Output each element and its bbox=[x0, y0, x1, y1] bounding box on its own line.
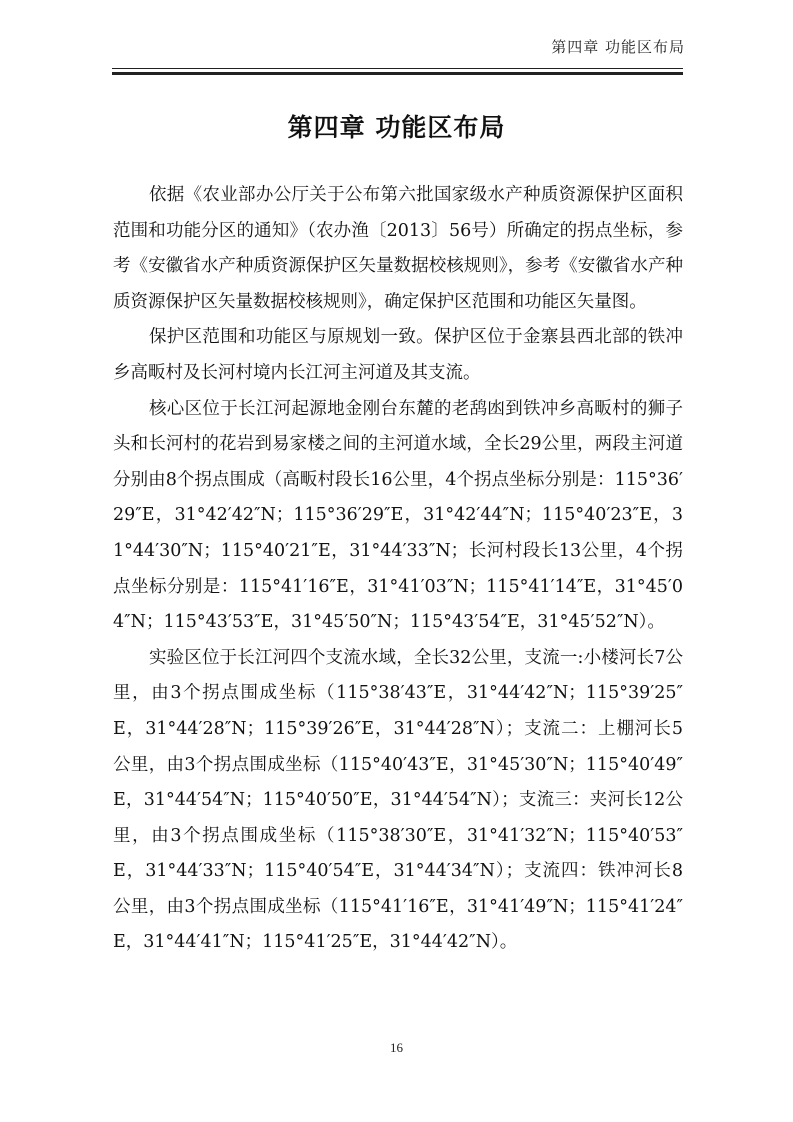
header-rule-thin bbox=[112, 68, 683, 69]
chapter-title: 第四章 功能区布局 bbox=[287, 113, 506, 142]
paragraph-scope: 保护区范围和功能区与原规划一致。保护区位于金寨县西北部的铁冲乡高畈村及长河村境内长江河主河道及其支流。 bbox=[113, 327, 683, 383]
running-header: 第四章 功能区布局 bbox=[551, 38, 685, 56]
paragraph-core-zone: 核心区位于长江河起源地金刚台东麓的老鸹凼到铁冲乡高畈村的狮子头和长河村的花岩到易家楼之间的主河道水域，全长29公里，两段主河道分别由8个拐点围成（高畈村段长16公里，4个拐点坐标分别是：115°36′29″E，31°42′42″N；115°36′29″E，31°42′44″N；115°40′23″E，31°44′30″N；115°40′21″E，31°44′33″N；长河村段长13公里，4个拐点坐标分别是：115°41′16″E，31°41′03″N；115°41′14″E，31°45′04″N；115°43′53″E，31°45′50″N；115°43′54″E，31°45′52″N）。 bbox=[113, 398, 683, 633]
paragraph-experimental-zone: 实验区位于长江河四个支流水域，全长32公里，支流一:小楼河长7公里，由3个拐点围成坐标（115°38′43″E，31°44′42″N；115°39′25″E，31°44′28″N；115°39′26″E，31°44′28″N）；支流二：上棚河长5公里，由3个拐点围成坐标（115°40′43″E，31°45′30″N；115°40′49″E，31°44′54″N；115°40′50″E，31°44′54″N）；支流三：夹河长12公里，由3个拐点围成坐标（115°38′30″E，31°41′32″N；115°40′53″E，31°44′33″N；115°40′54″E，31°44′34″N）；支流四：铁冲河长8公里，由3个拐点围成坐标（115°41′16″E，31°41′49″N；115°41′24″E，31°44′41″N；115°41′25″E，31°44′42″N）。 bbox=[113, 647, 683, 953]
page-number: 16 bbox=[390, 1040, 403, 1055]
header-rule-thick bbox=[112, 72, 683, 75]
paragraph-basis: 依据《农业部办公厅关于公布第六批国家级水产种质资源保护区面积范围和功能分区的通知》（农办渔〔2013〕56号）所确定的拐点坐标，参考《安徽省水产种质资源保护区矢量数据校核规则》，参考《安徽省水产种质资源保护区矢量数据校核规则》，确定保护区范围和功能区矢量图。 bbox=[113, 185, 683, 312]
body-text bbox=[113, 178, 683, 961]
